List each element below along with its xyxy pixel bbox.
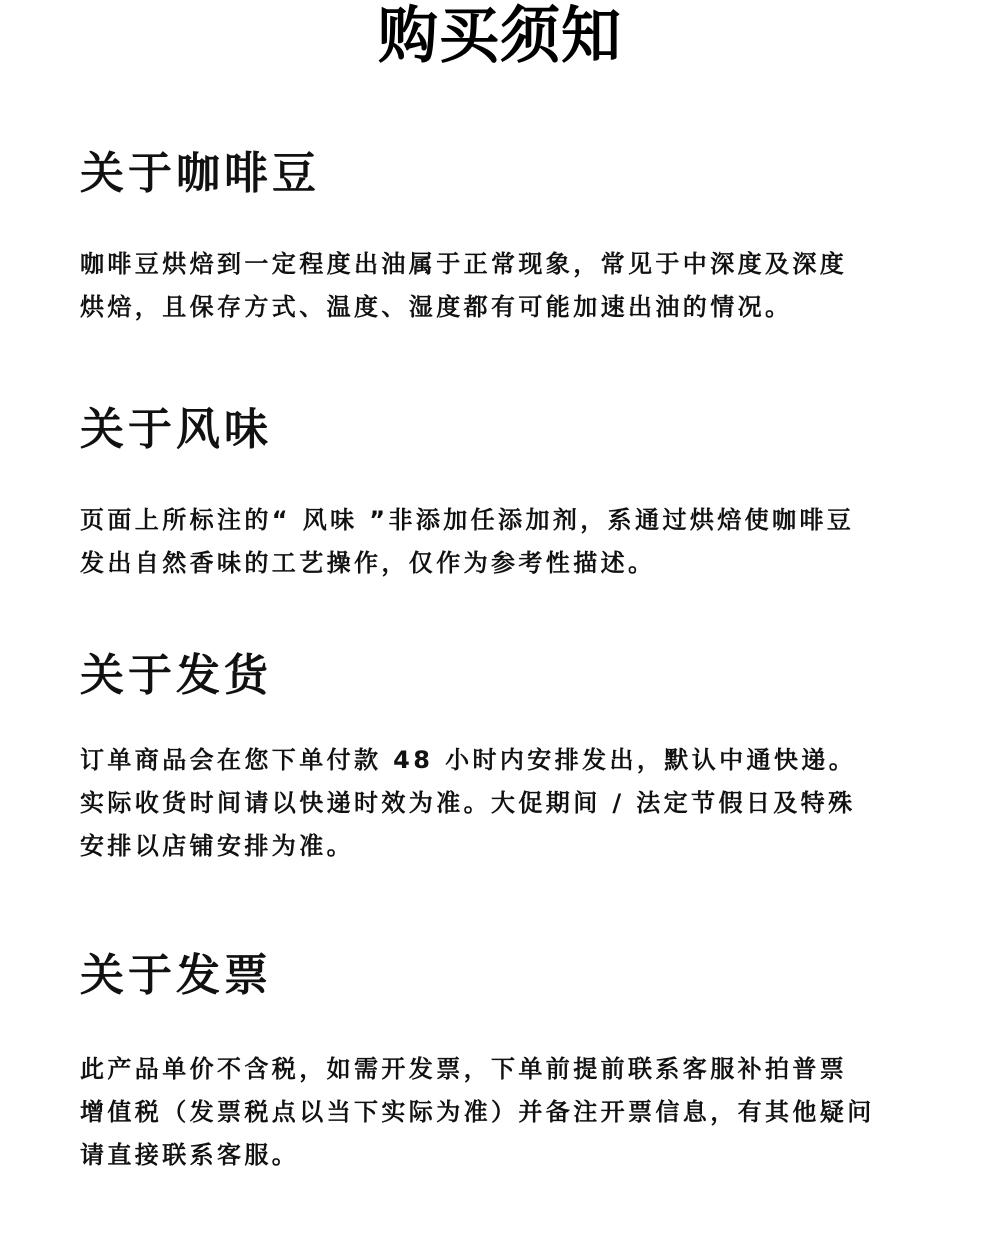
- section-about-invoice: [80, 950, 940, 1177]
- body-line: 增值税（发票税点以当下实际为准）并备注开票信息，有其他疑问: [80, 1098, 875, 1126]
- section-about-shipping: [80, 650, 940, 868]
- body-line: 咖啡豆烘焙到一定程度出油属于正常现象，常见于中深度及深度: [80, 250, 848, 278]
- body-line: 发出自然香味的工艺操作，仅作为参考性描述。: [80, 549, 656, 577]
- body-line: 此产品单价不含税，如需开发票，下单前提前联系客服补拍普票: [80, 1055, 848, 1083]
- section-body: [80, 499, 940, 585]
- body-line: 订单商品会在您下单付款 48 小时内安排发出，默认中通快递。: [80, 746, 857, 774]
- body-line: 页面上所标注的“ 风味 ”非添加任添加剂，系通过烘焙使咖啡豆: [80, 506, 855, 534]
- section-about-coffee-beans: [80, 148, 940, 329]
- section-about-flavor: [80, 404, 940, 585]
- section-heading: 关于发货: [80, 650, 272, 701]
- section-heading: 关于发票: [80, 950, 272, 1001]
- body-line: 安排以店铺安排为准。: [80, 832, 354, 860]
- section-body: [80, 1048, 940, 1177]
- body-line: 实际收货时间请以快递时效为准。大促期间 / 法定节假日及特殊: [80, 789, 856, 817]
- section-body: [80, 739, 940, 868]
- page-title: 购买须知: [378, 0, 622, 72]
- body-line: 烘焙，且保存方式、温度、湿度都有可能加速出油的情况。: [80, 293, 793, 321]
- section-heading: 关于风味: [80, 404, 272, 455]
- section-heading: 关于咖啡豆: [80, 148, 320, 199]
- section-body: [80, 243, 940, 329]
- body-line: 请直接联系客服。: [80, 1141, 300, 1169]
